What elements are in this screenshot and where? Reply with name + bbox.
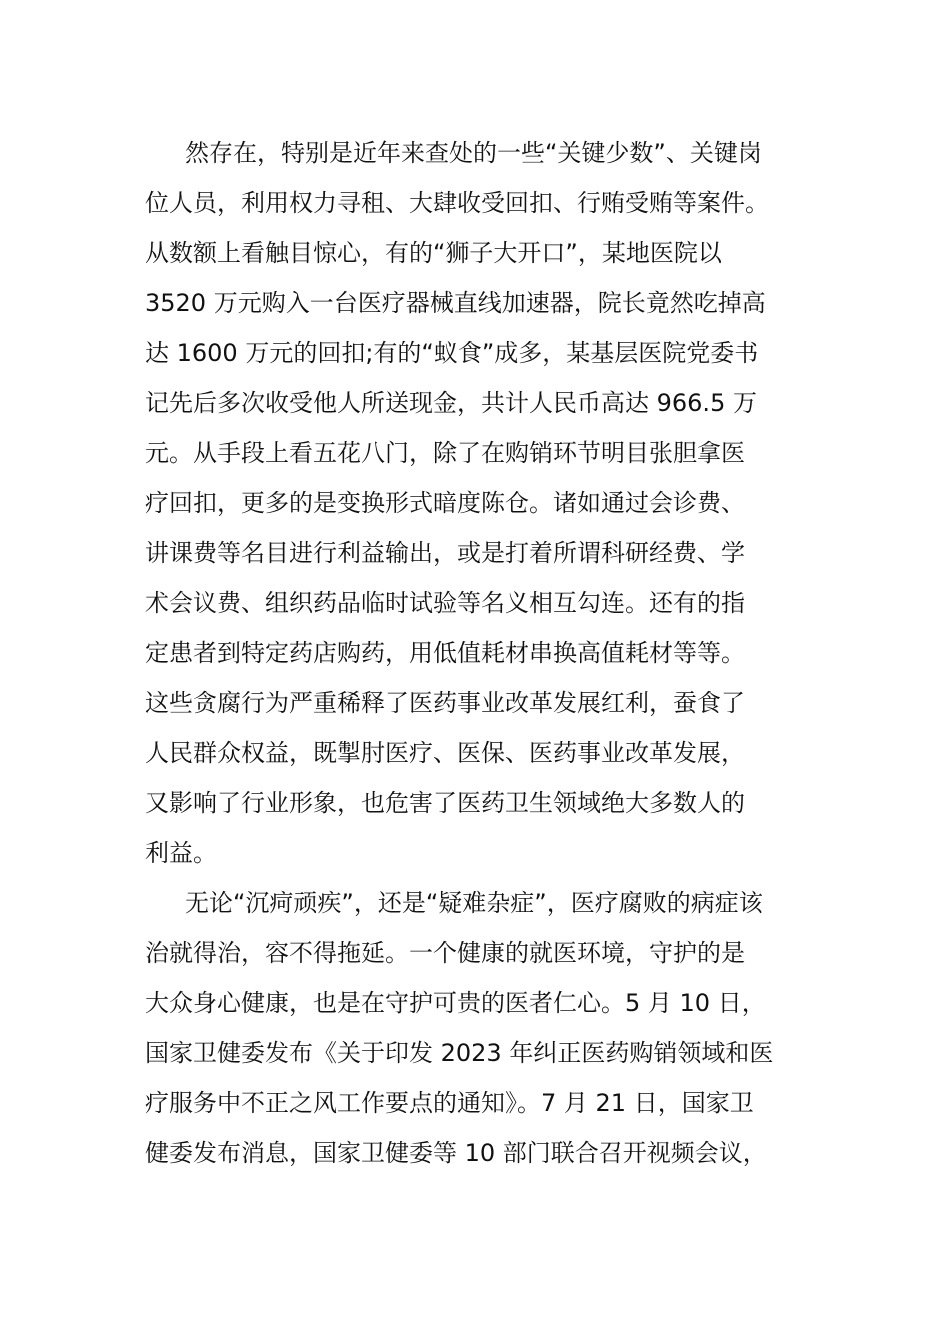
text-line: 术会议费、组织药品临时试验等名义相互勾连。还有的指 [145, 589, 745, 617]
text-line: 国家卫健委发布《关于印发 2023 年纠正医药购销领域和医 [145, 1039, 774, 1067]
text-line: 这些贪腐行为严重稀释了医药事业改革发展红利，蚕食了 [145, 689, 745, 717]
paragraph-1 [145, 128, 825, 878]
text-line: 健委发布消息，国家卫健委等 10 部门联合召开视频会议， [145, 1139, 767, 1167]
text-line: 疗服务中不正之风工作要点的通知》。7 月 21 日，国家卫 [145, 1089, 754, 1117]
text-line: 定患者到特定药店购药，用低值耗材串换高值耗材等等。 [145, 639, 745, 667]
text-line: 从数额上看触目惊心，有的“狮子大开口”，某地医院以 [145, 239, 722, 267]
text-line: 3520 万元购入一台医疗器械直线加速器，院长竟然吃掉高 [145, 289, 766, 317]
text-line: 治就得治，容不得拖延。一个健康的就医环境，守护的是 [145, 939, 745, 967]
text-line: 位人员，利用权力寻租、大肆收受回扣、行贿受贿等案件。 [145, 189, 769, 217]
text-line: 然存在，特别是近年来查处的一些“关键少数”、关键岗 [185, 139, 762, 167]
text-line: 大众身心健康，也是在守护可贵的医者仁心。5 月 10 日， [145, 989, 766, 1017]
text-line: 达 1600 万元的回扣;有的“蚁食”成多，某基层医院党委书 [145, 339, 759, 367]
text-line: 无论“沉疴顽疾”，还是“疑难杂症”，医疗腐败的病症该 [185, 889, 763, 917]
document-body [145, 128, 825, 1178]
text-line: 讲课费等名目进行利益输出，或是打着所谓科研经费、学 [145, 539, 745, 567]
paragraph-2 [145, 878, 825, 1178]
text-line: 记先后多次收受他人所送现金，共计人民币高达 966.5 万 [145, 389, 757, 417]
text-line: 利益。 [145, 839, 217, 867]
text-line: 元。从手段上看五花八门，除了在购销环节明目张胆拿医 [145, 439, 745, 467]
text-line: 人民群众权益，既掣肘医疗、医保、医药事业改革发展， [145, 739, 745, 767]
text-line: 又影响了行业形象，也危害了医药卫生领域绝大多数人的 [145, 789, 745, 817]
text-line: 疗回扣，更多的是变换形式暗度陈仓。诸如通过会诊费、 [145, 489, 745, 517]
